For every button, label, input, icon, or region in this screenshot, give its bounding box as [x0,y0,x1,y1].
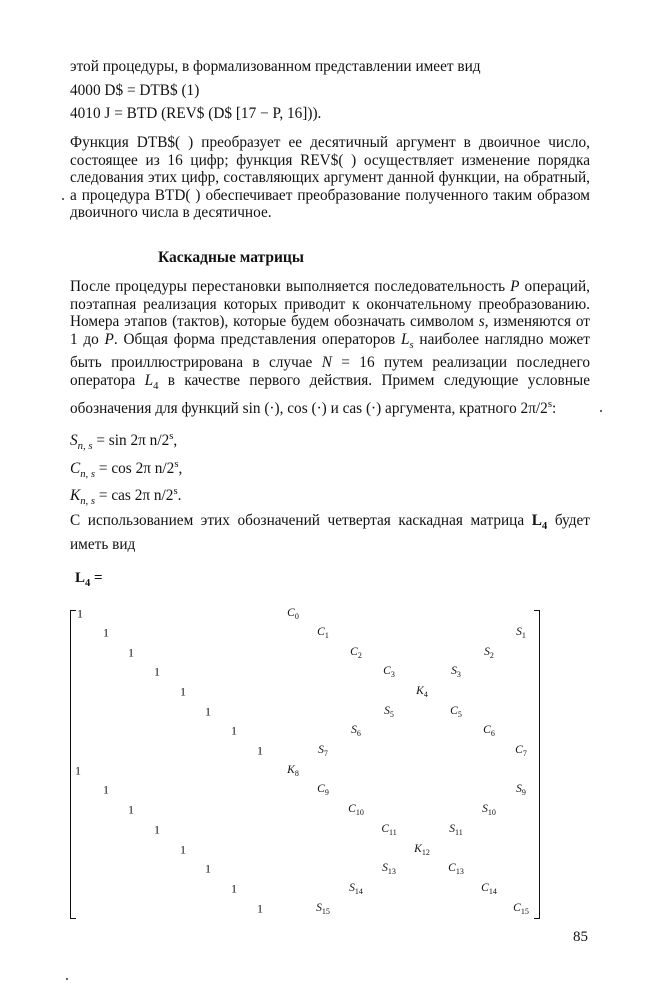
matrix-entry: 1 [103,625,109,640]
matrix-entry: $S_7$ [318,743,328,759]
matrix-entry: $C_2$ [350,645,362,661]
matrix-entry: $S_2$ [484,645,494,661]
matrix-entry: $K_8$ [287,763,299,779]
matrix-entry: $K_{12}$ [414,842,430,858]
matrix-entry: 1 [257,901,263,916]
matrix-entry: $S_9$ [516,782,526,798]
matrix-entry: 1 [75,763,81,778]
matrix-entry: 1 [103,782,109,797]
scan-speck [62,198,64,200]
matrix-entry: $C_1$ [317,625,329,641]
matrix-entry: $C_3$ [383,664,395,680]
formula-cos: $C_{n, s} = \cos 2\pi$ n/2$^s$, [70,458,183,481]
matrix-entry: $S_{10}$ [482,802,496,818]
matrix-entry: $S_{15}$ [316,901,330,917]
matrix-entry: $C_0$ [287,606,299,622]
paragraph-functions: Функция DTB$( ) преобразует ее десятичный аргумент в двоичное число, состоящее из 16 цифр; функция REV$( ) осуществляет изменение порядка следования этих цифр, составляющих аргумент данной функции, на обратный, а процедура BTD( ) обеспечивает преобразование полученного таким образом двоичного числа в десятичное. [70,134,590,221]
matrix-entry: 1 [205,861,211,876]
matrix-entry: 1 [154,822,160,837]
matrix-entry: 1 [257,743,263,758]
matrix-entry: $C_{13}$ [448,861,464,877]
matrix-right-bracket [534,610,540,919]
matrix-entry: $C_5$ [450,704,462,720]
paragraph-cascade: После процедуры перестановки выполняется последовательность P операций, поэтапная реализация которых приводит к окончательному преобразованию. Номера этапов (тактов), которые будем обозначать символом s, изменяются от 1 до P. Общая форма представления операторов $L_s$ наиболее наглядно может быть проиллюстрирована в случае N = 16 путем реализации последнего оператора $L_4$ в качестве первого действия. Примем следующие условные обозначения для функций sin (·), cos (·) и cas (·) аргумента, кратного 2π/2$^s$: [70,278,591,417]
matrix-entry: 1 [180,842,186,857]
matrix-entry: $C_6$ [483,723,495,739]
formula-cas: $K_{n, s}$ = cas 2π n/2$^s$. [70,485,182,508]
matrix-entry: $C_{10}$ [348,802,364,818]
matrix-label: $L_4$ = [75,570,103,589]
page-number: 85 [573,929,588,945]
matrix-entry: $S_3$ [451,664,461,680]
matrix-entry: $S_{13}$ [382,861,396,877]
matrix-entry: $S_5$ [384,704,394,720]
paragraph-matrix-intro: С использованием этих обозначений четвертая каскадная матрица $L_4$ будет иметь вид [70,512,590,553]
matrix-entry: $S_{14}$ [349,881,363,897]
matrix-entry: 1 [154,664,160,679]
matrix-entry: $C_7$ [515,743,527,759]
matrix-entry: $C_9$ [317,782,329,798]
matrix-entry: $C_{14}$ [481,881,497,897]
matrix-entry: $C_{11}$ [381,822,397,838]
matrix-entry: 1 [128,802,134,817]
matrix-entry: $S_1$ [516,625,526,641]
matrix-entry: 1 [180,684,186,699]
code-line-4010: 4010 J = BTD (REV$ (D$ [17 − P, 16])). [70,105,322,122]
matrix-entry: 1 [77,606,83,621]
code-line-4000: 4000 D$ = DTB$ (1) [70,82,200,99]
matrix-entry: 1 [231,723,237,738]
matrix-entry: $S_6$ [351,723,361,739]
matrix-entry: 1 [205,704,211,719]
scan-speck [66,978,68,980]
matrix-entry: 1 [128,645,134,660]
formula-sin: $S_{n, s} = \sin 2\pi$ n/2$^s$, [70,430,178,453]
section-heading: Каскадные матрицы [158,249,304,266]
matrix-entry: $S_{11}$ [449,822,463,838]
scan-speck [600,410,602,412]
matrix-entry: $C_{15}$ [513,901,529,917]
matrix-entry: $K_4$ [416,684,428,700]
matrix-entry: 1 [231,881,237,896]
text-line-top: этой процедуры, в формализованном представлении имеет вид [70,58,481,75]
